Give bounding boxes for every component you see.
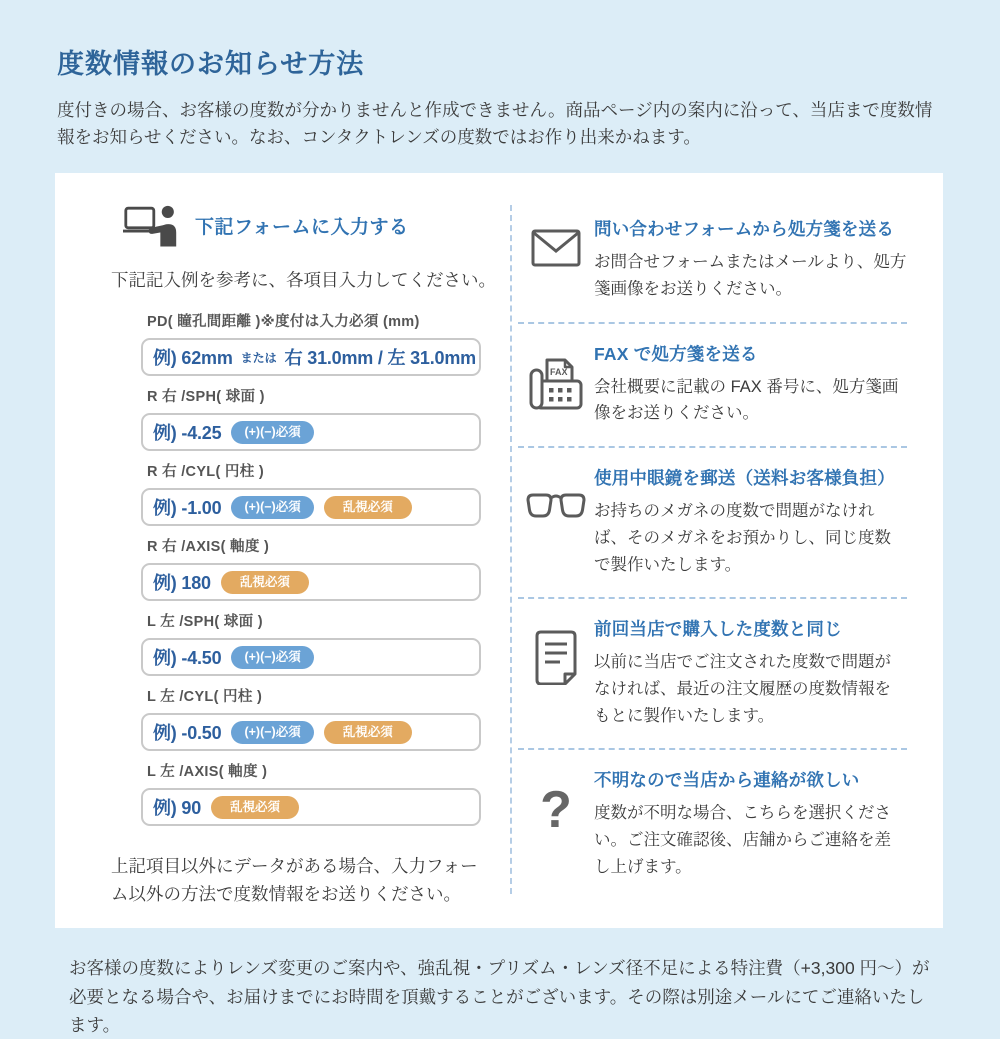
form-section-header	[123, 203, 510, 247]
form-field-l-cyl	[141, 685, 481, 751]
field-label: L 左 /AXIS( 軸度 )	[147, 764, 268, 781]
field-label: L 左 /SPH( 球面 )	[147, 614, 263, 631]
astigmatism-required-badge: 乱視必須	[221, 571, 309, 594]
example-value: 例) 62mm	[153, 348, 233, 369]
example-connector: または	[240, 350, 277, 365]
field-label: R 右 /AXIS( 軸度 )	[147, 539, 270, 556]
method-title: 問い合わせフォームから処方箋を送る	[594, 219, 895, 240]
form-input-section	[55, 199, 510, 908]
method-title: 前回当店で購入した度数と同じ	[594, 619, 842, 640]
example-value: 例) -1.00	[153, 498, 222, 519]
form-field-r-axis	[141, 535, 481, 601]
form-field-l-sph	[141, 610, 481, 676]
method-description: 会社概要に記載の FAX 番号に、処方箋画像をお送りください。	[594, 377, 899, 423]
field-label: R 右 /SPH( 球面 )	[147, 389, 265, 406]
example-input-box	[141, 488, 481, 526]
form-instruction: 下記記入例を参考に、各項目入力してください。	[111, 270, 496, 291]
example-input-box	[141, 788, 481, 826]
method-contact-me	[518, 750, 907, 899]
page-title: 度数情報のお知らせ方法	[57, 49, 365, 79]
method-description: お問合せフォームまたはメールより、処方箋画像をお送りください。	[594, 253, 907, 298]
plus-minus-required-badge: (+)(−)必須	[231, 496, 313, 519]
method-title: 使用中眼鏡を郵送（送料お客様負担）	[594, 468, 895, 489]
example-value: 右 31.0mm / 左 31.0mm	[284, 348, 476, 369]
question-icon: ?	[540, 781, 572, 840]
form-field-l-axis	[141, 760, 481, 826]
example-value: 例) 90	[153, 798, 202, 819]
alternative-methods-list	[512, 199, 943, 908]
example-value: 例) -4.50	[153, 648, 222, 669]
example-value: 例) -4.25	[153, 423, 222, 444]
plus-minus-required-badge: (+)(−)必須	[231, 721, 313, 744]
svg-text:FAX: FAX	[550, 366, 568, 377]
method-previous-order	[518, 599, 907, 750]
footer-note: お客様の度数によりレンズ変更のご案内や、強乱視・プリズム・レンズ径不足による特注費（+3,300 円〜）が必要となる場合や、お届けまでにお時間を頂戴することがございます。その際は別途メールにてご連絡いたします。	[69, 958, 930, 1035]
method-title: FAX で処方箋を送る	[594, 343, 758, 364]
field-label: L 左 /CYL( 円柱 )	[147, 689, 263, 706]
example-input-box	[141, 338, 481, 376]
plus-minus-required-badge: (+)(−)必須	[231, 646, 313, 669]
form-example	[141, 310, 481, 826]
form-field-pd	[141, 310, 481, 376]
example-value: 例) 180	[153, 573, 211, 594]
method-mail-glasses	[518, 448, 907, 599]
method-contact-form	[518, 199, 907, 323]
astigmatism-required-badge: 乱視必須	[324, 721, 412, 744]
method-fax	[518, 324, 907, 448]
example-input-box	[141, 638, 481, 676]
intro-text: 度付きの場合、お客様の度数が分かりませんと作成できません。商品ページ内の案内に沿って、当店まで度数情報をお知らせください。なお、コンタクトレンズの度数ではお作り出来かねます。	[57, 100, 933, 148]
person-at-screen-icon	[123, 203, 179, 247]
document-icon	[518, 614, 594, 729]
form-field-r-cyl	[141, 460, 481, 526]
method-description: お持ちのメガネの度数で問題がなければ、そのメガネをお預かりし、同じ度数で製作いたします。	[594, 502, 891, 574]
fax-icon	[518, 339, 594, 427]
method-description: 度数が不明な場合、こちらを選択ください。ご注文確認後、店舗からご連絡を差し上げます。	[594, 804, 891, 876]
envelope-icon	[518, 214, 594, 302]
methods-card	[55, 173, 943, 928]
form-field-r-sph	[141, 385, 481, 451]
field-label: PD( 瞳孔間距離 )※度付は入力必須 (mm)	[147, 314, 420, 331]
form-extra-note: 上記項目以外にデータがある場合、入力フォーム以外の方法で度数情報をお送りください。	[111, 856, 478, 905]
form-section-heading: 下記フォームに入力する	[195, 216, 409, 238]
example-input-box	[141, 413, 481, 451]
example-value: 例) -0.50	[153, 723, 222, 744]
astigmatism-required-badge: 乱視必須	[324, 496, 412, 519]
glasses-icon	[518, 463, 594, 578]
example-input-box	[141, 713, 481, 751]
example-input-box	[141, 563, 481, 601]
field-label: R 右 /CYL( 円柱 )	[147, 464, 264, 481]
method-title: 不明なので当店から連絡が欲しい	[594, 770, 860, 791]
method-description: 以前に当店でご注文された度数で問題がなければ、最近の注文履歴の度数情報をもとに製作いたします。	[594, 653, 891, 725]
astigmatism-required-badge: 乱視必須	[211, 796, 299, 819]
plus-minus-required-badge: (+)(−)必須	[231, 421, 313, 444]
